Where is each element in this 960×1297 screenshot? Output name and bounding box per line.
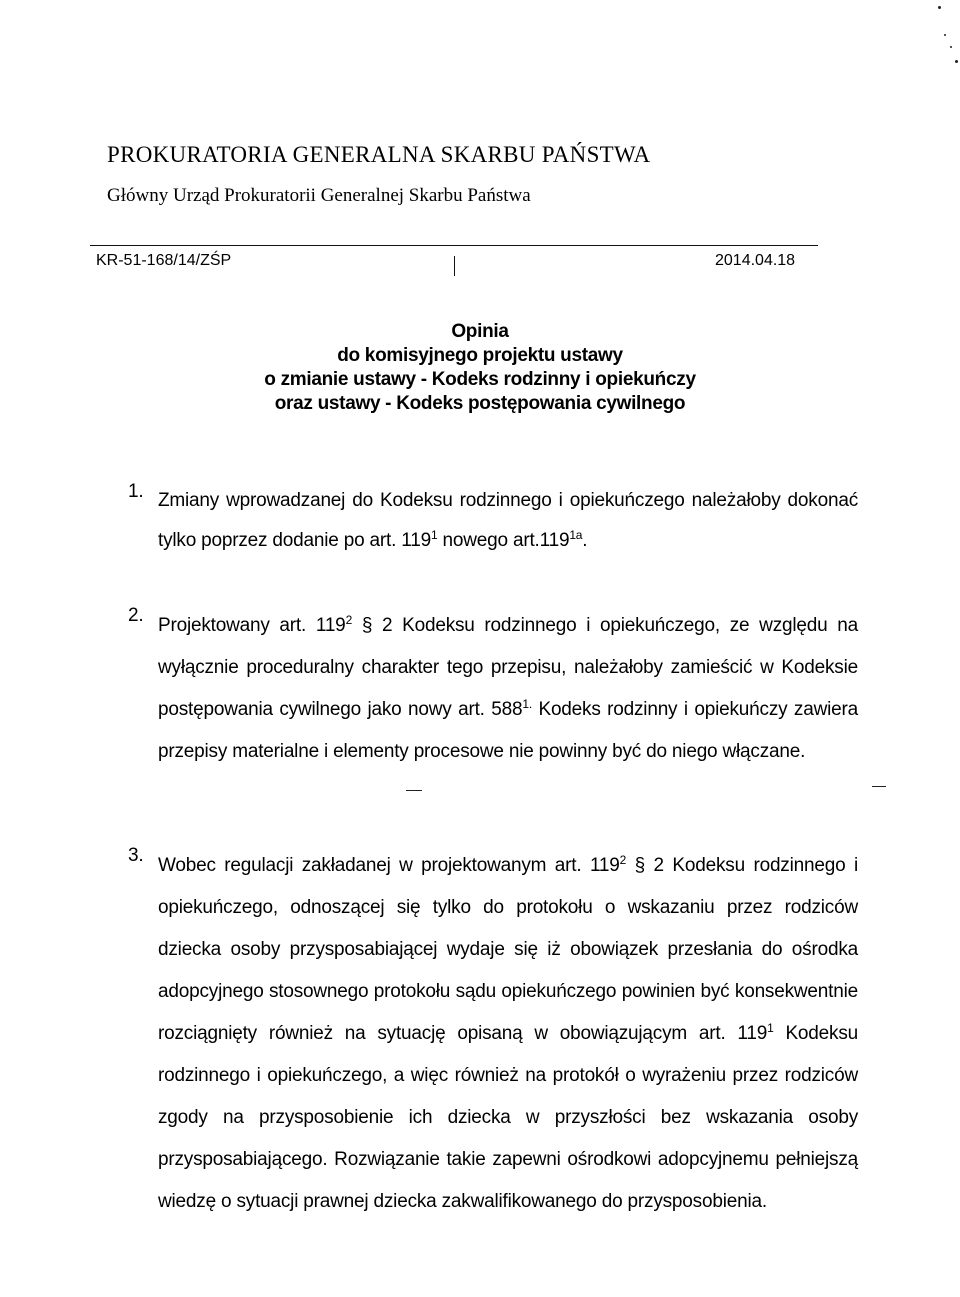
section-sign: § (361, 615, 373, 636)
item-number: 2. (128, 605, 144, 626)
superscript: 2 (345, 613, 353, 627)
title-line-2: do komisyjnego projektu ustawy (337, 345, 623, 366)
superscript: 1 (767, 1021, 774, 1035)
item-number: 1. (128, 481, 144, 502)
item-text-part: 2 Kodeksu rodzinnego i opiekuńczego, ze względu na wyłącznie proceduralny charakter tego przepisu, należałoby zamieścić w Kodeksie postępowania cywilnego jako nowy art. 588 (158, 615, 858, 720)
scan-speck (944, 34, 946, 36)
organization-name: PROKURATORIA GENERALNA SKARBU PAŃSTWA (107, 142, 651, 167)
reference-number: KR-51-168/14/ZŚP (96, 252, 232, 269)
title-line-4: oraz ustawy - Kodeks postępowania cywilnego (274, 393, 686, 414)
item-text-part: Kodeks rodzinny i opiekuńczy zawiera przepisy materialne i elementy procesowe nie powinny być do niego włączane. (158, 699, 859, 762)
item-text-part: Projektowany art. 119 (158, 615, 346, 636)
item-text (158, 845, 858, 1223)
scan-speck (955, 60, 958, 63)
document-title (240, 320, 720, 416)
superscript: 1a (569, 528, 583, 542)
item-text (158, 605, 858, 773)
item-text-part: nowego art.119 (437, 530, 570, 551)
superscript: 1. (522, 697, 532, 711)
header-rule (90, 245, 818, 246)
superscript: 2 (619, 853, 627, 867)
item-text-part: . (582, 530, 588, 551)
item-text-part: Zmiany wprowadzanej do Kodeksu rodzinnego i opiekuńczego należałoby dokonać tylko poprzez dodanie po art. 119 (158, 490, 858, 551)
scan-speck (950, 46, 952, 48)
document-date: 2014.04.18 (715, 252, 796, 269)
section-sign: § (634, 855, 646, 876)
item-text-part: 2 Kodeksu rodzinnego i opiekuńczego, odnoszącej się tylko do protokołu o wskazaniu przez rodziców dziecka osoby przysposabiającej wydaje się iż obowiązek przesłania do ośrodka adopcyjnego stosownego protokołu sądu opiekuńczego powinien być konsekwentnie rozciągnięty również na sytuację opisaną w obowiązującym art. 119 (158, 855, 858, 1044)
item-text-part: Kodeksu rodzinnego i opiekuńczego, a więc również na protokół o wyrażeniu przez rodziców zgody na przysposobienie ich dziecka w przyszłości bez wskazania osoby przysposabiającego. Rozwiązanie takie zapewni ośrodkowi adopcyjnemu pełniejszą wiedzę o sytuacji prawnej dziecka zakwalifikowanego do przysposobienia. (158, 1023, 858, 1212)
item-number: 3. (128, 845, 144, 866)
organization-subtitle: Główny Urząd Prokuratorii Generalnej Skarbu Państwa (107, 185, 531, 206)
scan-speck (872, 786, 886, 787)
item-text (158, 481, 858, 561)
superscript: 1 (430, 528, 438, 542)
title-line-1: Opinia (451, 321, 509, 342)
header-divider-tick (454, 256, 455, 276)
item-text-part: Wobec regulacji zakładanej w projektowanym art. 119 (158, 855, 620, 876)
scan-speck (938, 6, 941, 9)
scan-speck (406, 790, 422, 791)
title-line-3: o zmianie ustawy - Kodeks rodzinny i opiekuńczy (264, 369, 696, 390)
